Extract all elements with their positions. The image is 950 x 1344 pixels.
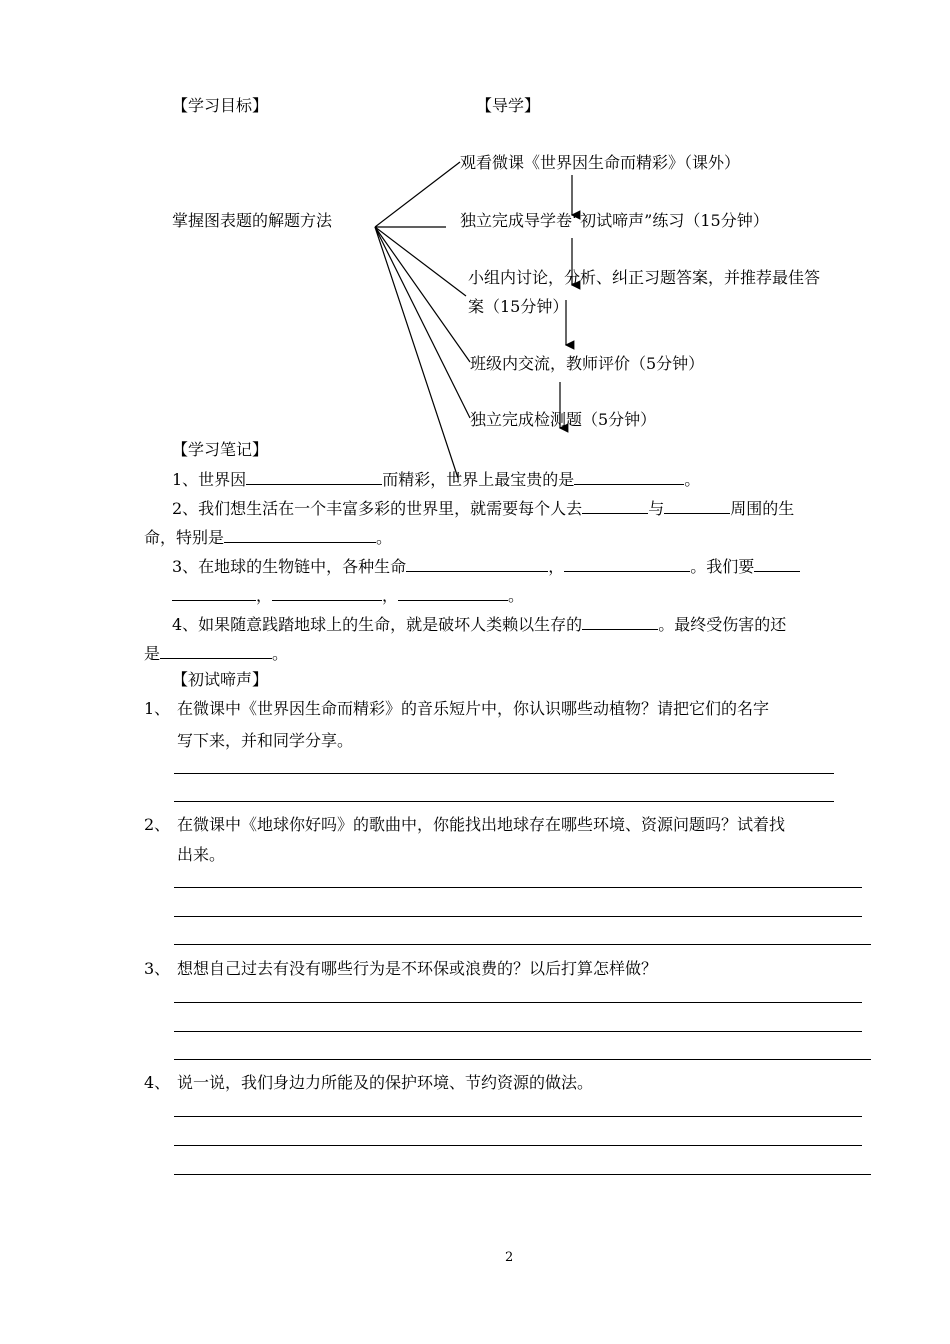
- guide-step-5: 独立完成检测题（5分钟）: [470, 410, 657, 429]
- answer-line[interactable]: [174, 1059, 871, 1060]
- blank-field[interactable]: [398, 584, 508, 601]
- question-1-number: 1、: [144, 699, 171, 718]
- connector-line: [375, 227, 470, 418]
- note-3: 3、在地球的生物链中，各种生命 ， 。我们要: [172, 555, 800, 577]
- question-2-number: 2、: [144, 815, 171, 834]
- blank-field[interactable]: [406, 555, 548, 572]
- question-2-text: 在微课中《地球你好吗》的歌曲中，你能找出地球存在哪些环境、资源问题吗？试着找: [177, 815, 786, 834]
- section-header-guide: 【导学】: [476, 96, 541, 115]
- note-2-cont: 命，特别是 。: [144, 528, 393, 547]
- note-4-cont: 是 。: [144, 644, 289, 663]
- blank-field[interactable]: [172, 584, 256, 601]
- goal-text: 掌握图表题的解题方法: [172, 211, 333, 230]
- guide-step-2: 独立完成导学卷“初试啼声”练习（15分钟）: [460, 211, 769, 230]
- answer-line[interactable]: [174, 887, 862, 888]
- blank-field[interactable]: [754, 555, 800, 572]
- note-1: 1、世界因 而精彩，世界上最宝贵的是 。: [172, 470, 701, 489]
- note-4: 4、如果随意践踏地球上的生命，就是破坏人类赖以生存的 。最终受伤害的还: [172, 615, 787, 634]
- blank-field[interactable]: [160, 642, 272, 659]
- answer-line[interactable]: [174, 944, 871, 945]
- connector-line: [375, 227, 458, 478]
- question-4-text: 说一说，我们身边力所能及的保护环境、节约资源的做法。: [177, 1073, 594, 1092]
- connector-line: [375, 227, 470, 362]
- section-header-goals: 【学习目标】: [172, 96, 269, 115]
- page-number: 2: [505, 1250, 514, 1265]
- section-header-trial: 【初试啼声】: [172, 670, 269, 689]
- blank-field[interactable]: [246, 468, 382, 485]
- question-3-text: 想想自己过去有没有哪些行为是不环保或浪费的？以后打算怎样做？: [177, 959, 658, 978]
- guide-step-3: 小组内讨论，分析、纠正习题答案，并推荐最佳答: [468, 268, 821, 287]
- answer-line[interactable]: [174, 801, 834, 802]
- answer-line[interactable]: [174, 916, 862, 917]
- blank-field[interactable]: [664, 497, 730, 514]
- answer-line[interactable]: [174, 1002, 862, 1003]
- question-1-text-cont: 写下来，并和同学分享。: [177, 731, 354, 750]
- note-3-cont: ， ， 。: [172, 584, 524, 606]
- answer-line[interactable]: [174, 1174, 871, 1175]
- blank-field[interactable]: [582, 613, 658, 630]
- answer-line[interactable]: [174, 1116, 862, 1117]
- question-4-number: 4、: [144, 1073, 171, 1092]
- blank-field[interactable]: [272, 584, 382, 601]
- guide-step-1: 观看微课《世界因生命而精彩》（课外）: [460, 153, 741, 172]
- connector-line: [375, 162, 460, 227]
- blank-field[interactable]: [582, 497, 648, 514]
- answer-line[interactable]: [174, 773, 834, 774]
- blank-field[interactable]: [564, 555, 690, 572]
- note-2: 2、我们想生活在一个丰富多彩的世界里，就需要每个人去 与 周围的生: [172, 499, 795, 518]
- section-header-notes: 【学习笔记】: [172, 440, 269, 459]
- blank-field[interactable]: [574, 468, 684, 485]
- guide-step-4: 班级内交流，教师评价（5分钟）: [470, 354, 705, 373]
- answer-line[interactable]: [174, 1145, 862, 1146]
- blank-field[interactable]: [224, 526, 376, 543]
- guide-step-3-cont: 案（15分钟）: [468, 297, 569, 316]
- answer-line[interactable]: [174, 1031, 862, 1032]
- connector-line: [375, 227, 466, 296]
- question-2-text-cont: 出来。: [177, 845, 226, 864]
- question-1-text: 在微课中《世界因生命而精彩》的音乐短片中，你认识哪些动植物？请把它们的名字: [177, 699, 770, 718]
- question-3-number: 3、: [144, 959, 171, 978]
